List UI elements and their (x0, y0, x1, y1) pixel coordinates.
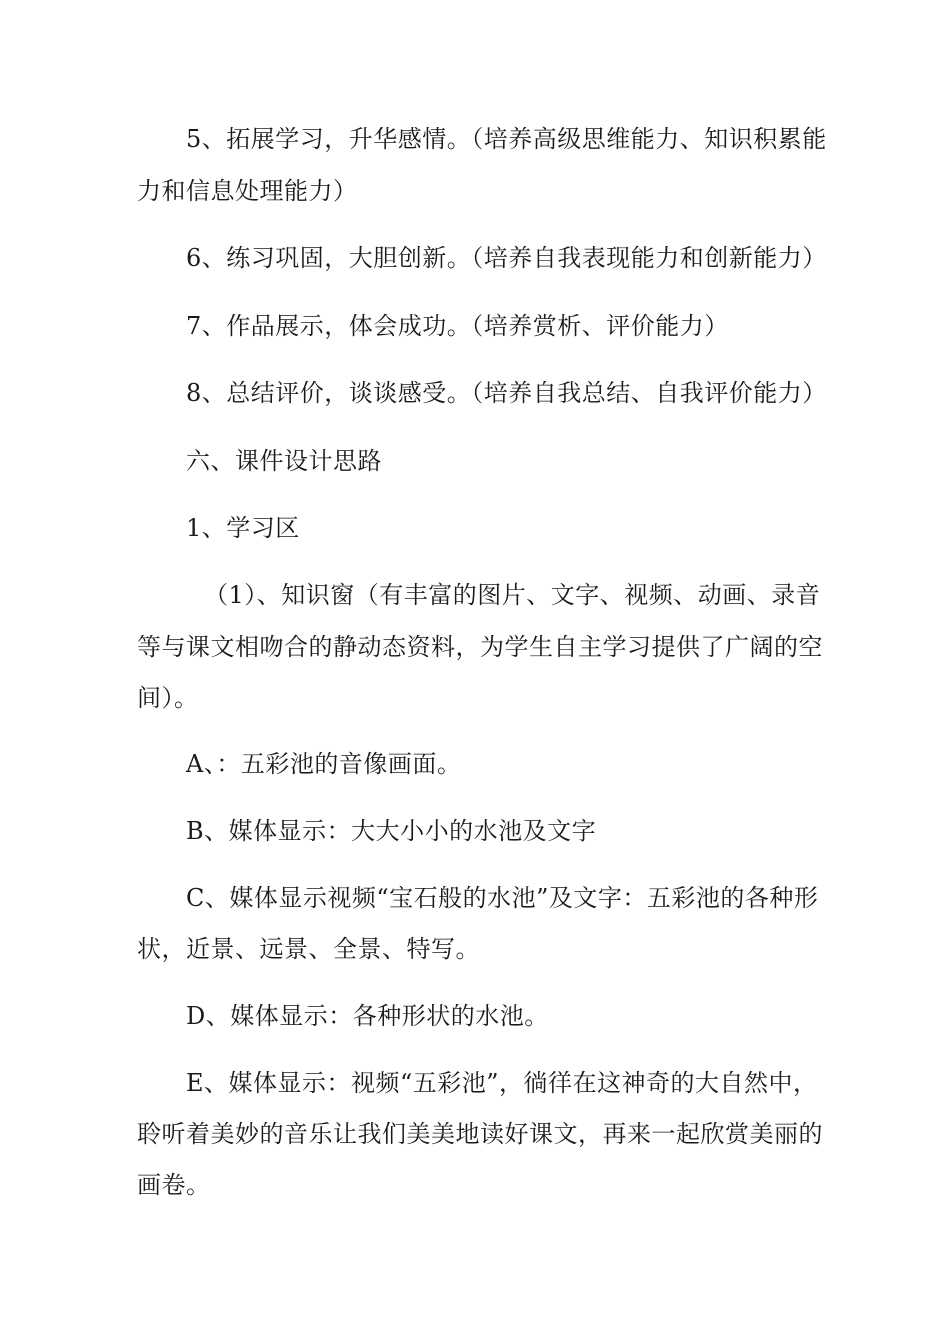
text-line-2: 力和信息处理能力） (137, 177, 358, 205)
subsection-heading: 1、学习区 (186, 514, 300, 542)
text-line-3: 6、练习巩固，大胆创新。（培养自我表现能力和创新能力） (186, 244, 827, 272)
section-heading: 六、课件设计思路 (186, 447, 382, 475)
text-line-5: 8、总结评价，谈谈感受。（培养自我总结、自我评价能力） (186, 379, 827, 407)
text-line-10: 间）。 (137, 684, 199, 712)
text-line-15: D、媒体显示：各种形状的水池。 (186, 1002, 549, 1030)
text-line-16: E、媒体显示：视频“五彩池”，徜徉在这神奇的大自然中， (186, 1069, 818, 1097)
text-line-4: 7、作品展示，体会成功。（培养赏析、评价能力） (186, 312, 729, 340)
text-line-1: 5、拓展学习，升华感情。（培养高级思维能力、知识积累能 (186, 125, 827, 153)
text-line-17: 聆听着美妙的音乐让我们美美地读好课文，再来一起欣赏美丽的 (137, 1120, 823, 1148)
text-line-12: B、媒体显示：大大小小的水池及文字 (186, 817, 597, 845)
text-line-8: （1）、知识窗（有丰富的图片、文字、视频、动画、录音 (204, 581, 821, 609)
text-line-14: 状，近景、远景、全景、特写。 (137, 935, 480, 963)
text-line-13: C、媒体显示视频“宝石般的水池”及文字：五彩池的各种形 (186, 884, 819, 912)
text-line-18: 画卷。 (137, 1171, 211, 1199)
text-line-11: A、：五彩池的音像画面。 (186, 750, 462, 778)
text-line-9: 等与课文相吻合的静动态资料，为学生自主学习提供了广阔的空 (137, 633, 823, 661)
